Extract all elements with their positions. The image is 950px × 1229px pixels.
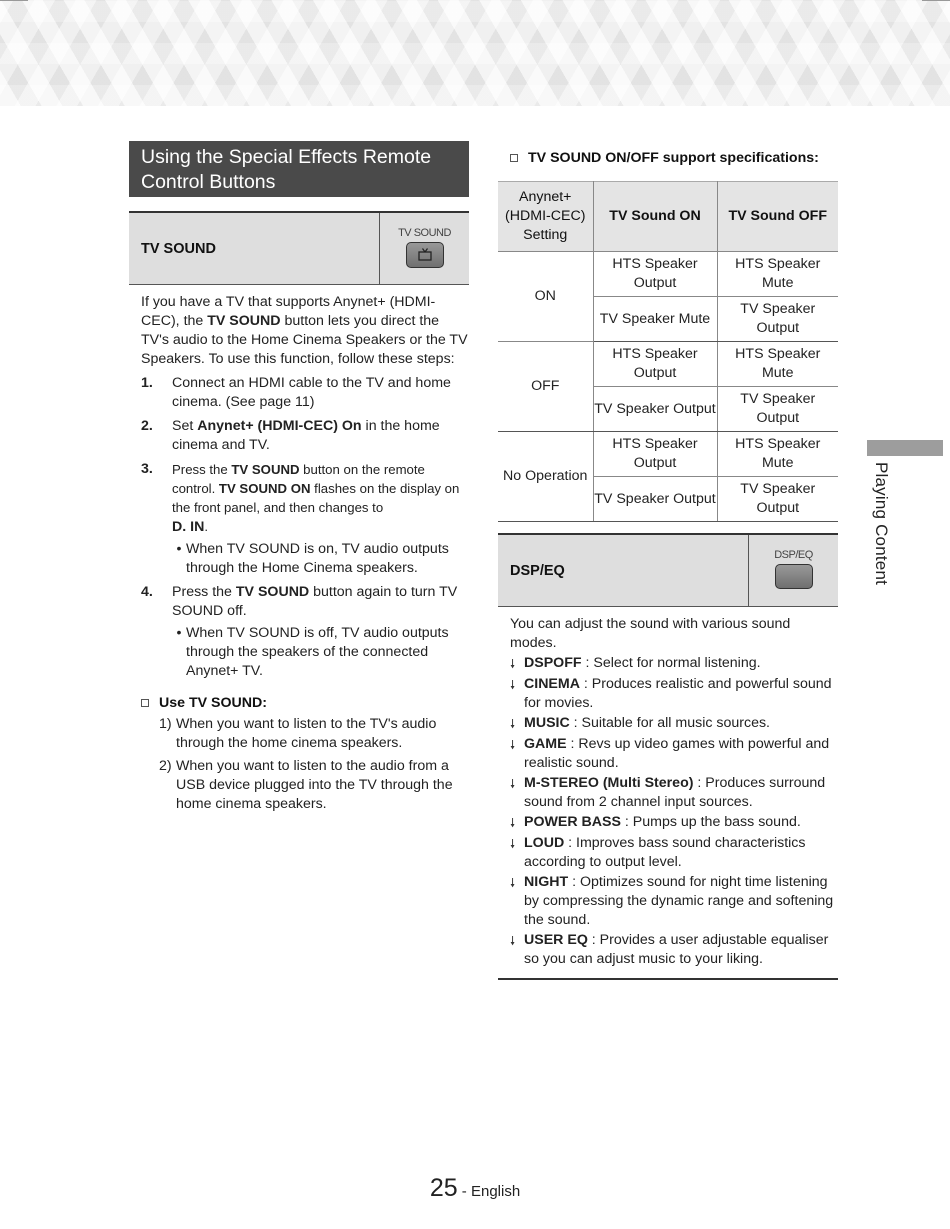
- step-4-bullet: [141, 624, 469, 681]
- table-cell: TV Speaker Output: [717, 387, 838, 432]
- side-section-label: Playing Content: [872, 462, 891, 586]
- table-cell: HTS Speaker Output: [593, 432, 717, 477]
- step-text: [172, 583, 469, 621]
- step-text-bold: TV SOUND: [235, 584, 310, 600]
- table-cell: TV Speaker Output: [593, 387, 717, 432]
- arrow-down-icon: 🠗: [510, 678, 516, 692]
- list-item-text: [524, 654, 838, 674]
- table-cell: TV Speaker Mute: [593, 297, 717, 342]
- dsp-eq-button-caption: DSP/EQ: [774, 549, 813, 561]
- mode-desc: : Produces surround sound from 2 channel input sources.: [524, 775, 826, 810]
- header-pattern: [0, 0, 950, 106]
- table-cell: TV Speaker Output: [593, 477, 717, 522]
- intro-bold: TV SOUND: [207, 313, 281, 329]
- list-item-text: [524, 735, 838, 773]
- left-column: [129, 141, 469, 814]
- right-column: [498, 141, 838, 980]
- bullet-dot: •: [176, 541, 182, 557]
- table-cell: HTS Speaker Output: [593, 252, 717, 297]
- dsp-eq-button-cell: [748, 535, 838, 606]
- mode-name: M-STEREO (Multi Stereo): [524, 775, 694, 791]
- mode-desc: : Select for normal listening.: [581, 655, 761, 671]
- table-cell: HTS Speaker Output: [593, 342, 717, 387]
- table-row: [498, 432, 838, 477]
- mode-desc: : Revs up video games with powerful and realistic sound.: [524, 736, 830, 771]
- list-item: [510, 813, 838, 833]
- list-item-text: When you want to listen to the TV's audio through the home cinema speakers.: [176, 716, 437, 751]
- list-item: [510, 873, 838, 930]
- mode-desc: : Improves bass sound characteristics according to output level.: [524, 835, 806, 870]
- table-row: [498, 342, 838, 387]
- step-number: 4.: [141, 584, 153, 600]
- crop-mark: [922, 0, 950, 1]
- arrow-down-icon: 🠗: [510, 717, 516, 731]
- arrow-down-icon: 🠗: [510, 934, 516, 948]
- list-item-text: When you want to listen to the audio from a USB device plugged into the TV through the home cinema speakers.: [176, 758, 453, 812]
- step-text-part: flashes on the display on the front panel, and then changes to: [172, 481, 460, 515]
- step-text-part: button on the remote control.: [172, 462, 425, 496]
- setting-cell: No Operation: [498, 432, 593, 522]
- list-item: [510, 675, 838, 713]
- spec-heading-text: TV SOUND ON/OFF support specifications:: [528, 150, 819, 166]
- setting-cell: ON: [498, 252, 593, 342]
- list-item: [129, 757, 469, 814]
- step-text-part: button again to turn TV SOUND off.: [172, 584, 458, 619]
- arrow-down-icon: 🠗: [510, 876, 516, 890]
- setting-cell: OFF: [498, 342, 593, 432]
- step-text-part: Press the: [172, 584, 236, 600]
- list-item-text: [524, 675, 838, 713]
- arrow-down-icon: 🠗: [510, 657, 516, 671]
- table-cell: TV Speaker Output: [717, 297, 838, 342]
- tv-sound-label: TV SOUND: [141, 240, 216, 257]
- mode-desc: : Optimizes sound for night time listening by compressing the dynamic range and softening the sound.: [524, 874, 834, 928]
- tv-sound-intro: [129, 285, 469, 369]
- header-setting: Anynet+ (HDMI-CEC) Setting: [498, 182, 593, 252]
- use-tv-sound-list: [129, 715, 469, 814]
- table-cell: HTS Speaker Mute: [717, 342, 838, 387]
- step-number: 1.: [141, 375, 153, 391]
- step-text: [172, 460, 469, 537]
- table-row: [498, 252, 838, 297]
- step-text-bold: D. IN: [172, 519, 205, 535]
- mode-name: GAME: [524, 736, 567, 752]
- mode-name: DSPOFF: [524, 655, 582, 671]
- arrow-down-icon: 🠗: [510, 816, 516, 830]
- list-item-text: [524, 834, 838, 872]
- dsp-intro: You can adjust the sound with various sound modes.: [510, 616, 791, 651]
- page-footer: [0, 1174, 950, 1203]
- mode-desc: : Suitable for all music sources.: [569, 715, 770, 731]
- step-text: Connect an HDMI cable to the TV and home cinema. (See page 11): [172, 375, 451, 410]
- tv-sound-remote-button: [406, 242, 444, 268]
- checkbox-square-icon: [510, 154, 518, 162]
- list-item-text: [524, 873, 838, 930]
- bullet-dot: •: [176, 625, 182, 641]
- mode-name: USER EQ: [524, 932, 588, 948]
- dsp-modes-list: [498, 607, 838, 980]
- spec-heading: [498, 150, 838, 166]
- mode-name: POWER BASS: [524, 814, 621, 830]
- list-item: [510, 834, 838, 872]
- steps-list: [129, 374, 469, 681]
- bullet-text: When TV SOUND is off, TV audio outputs through the speakers of the connected Anynet+ TV.: [186, 625, 449, 679]
- crop-mark: [0, 0, 28, 1]
- mode-desc: : Pumps up the bass sound.: [620, 814, 801, 830]
- section-title: Using the Special Effects Remote Control Buttons: [129, 141, 469, 197]
- step-3-bullet: [141, 540, 469, 578]
- list-item-text: [524, 931, 838, 969]
- list-item-text: [524, 774, 838, 812]
- mode-name: MUSIC: [524, 715, 570, 731]
- bullet-text: When TV SOUND is on, TV audio outputs through the Home Cinema speakers.: [186, 541, 449, 576]
- spec-table: [498, 181, 838, 522]
- list-item: [510, 931, 838, 969]
- step-text-part: in the home cinema and TV.: [172, 418, 440, 453]
- mode-desc: : Produces realistic and powerful sound for movies.: [524, 676, 832, 711]
- step-4: [141, 583, 469, 621]
- use-tv-sound-heading-text: Use TV SOUND:: [159, 695, 267, 711]
- step-text-part: Set: [172, 418, 198, 434]
- header-tv-sound-off: TV Sound OFF: [717, 182, 838, 252]
- tv-sound-button-caption: TV SOUND: [398, 227, 451, 239]
- arrow-down-icon: 🠗: [510, 738, 516, 752]
- mode-desc: : Provides a user adjustable equaliser so you can adjust music to your liking.: [524, 932, 829, 967]
- intro-text: button lets you direct the TV's audio to the Home Cinema Speakers or the TV Speakers. To use this function, follow these steps:: [141, 313, 468, 367]
- step-text: [172, 417, 469, 455]
- step-number: 2.: [141, 418, 153, 434]
- mode-name: NIGHT: [524, 874, 569, 890]
- mode-name: CINEMA: [524, 676, 580, 692]
- list-item: [510, 774, 838, 812]
- list-item-text: [524, 813, 838, 833]
- table-cell: HTS Speaker Mute: [717, 252, 838, 297]
- table-cell: HTS Speaker Mute: [717, 432, 838, 477]
- list-item: [510, 654, 838, 674]
- tv-sound-button-cell: [379, 213, 469, 284]
- list-item: [510, 714, 838, 734]
- step-text-part: .: [204, 519, 208, 534]
- step-1: [141, 374, 469, 412]
- list-item-number: 1): [159, 716, 172, 732]
- list-item-text: [524, 714, 838, 734]
- step-3: [141, 460, 469, 537]
- use-tv-sound-heading: [129, 695, 469, 711]
- page-number: 25: [429, 1174, 458, 1202]
- dsp-eq-feature-box: [498, 533, 838, 607]
- list-item-number: 2): [159, 758, 172, 774]
- step-text-bold: Anynet+ (HDMI-CEC) On: [197, 418, 362, 434]
- step-text-part: Press the: [172, 462, 232, 477]
- list-item: [510, 735, 838, 773]
- tv-sound-feature-box: [129, 211, 469, 285]
- page-language: - English: [457, 1183, 521, 1200]
- dsp-eq-label: DSP/EQ: [510, 562, 565, 579]
- mode-name: LOUD: [524, 835, 565, 851]
- arrow-down-icon: 🠗: [510, 777, 516, 791]
- tv-icon: [417, 248, 433, 262]
- arrow-down-icon: 🠗: [510, 837, 516, 851]
- dsp-eq-remote-button: [775, 564, 813, 589]
- table-header-row: [498, 182, 838, 252]
- checkbox-square-icon: [141, 699, 149, 707]
- intro-text: If you have a TV that supports Anynet+ (HDMI-CEC), the: [141, 294, 436, 329]
- side-tab-marker: [867, 440, 943, 456]
- step-text-bold: TV SOUND: [231, 462, 300, 477]
- step-2: [141, 417, 469, 455]
- list-item: [129, 715, 469, 753]
- header-tv-sound-on: TV Sound ON: [593, 182, 717, 252]
- step-number: 3.: [141, 461, 153, 477]
- step-text-bold: TV SOUND ON: [218, 481, 311, 496]
- table-cell: TV Speaker Output: [717, 477, 838, 522]
